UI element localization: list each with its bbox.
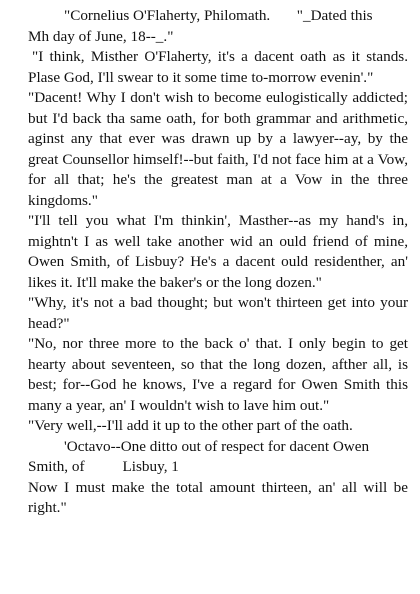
- page-text: [28, 6, 408, 519]
- dialogue-paragraph-1: "I think, Misther O'Flaherty, it's a dacent oath as it stands. Plase God, I'll swear to it some time to-morrow evenin'.": [28, 48, 408, 86]
- dialogue-paragraph-7: Now I must make the total amount thirteen, an' all will be right.": [28, 478, 408, 516]
- oath-entry-paragraph: [28, 437, 408, 478]
- oath-signature-line-2: Mh day of June, 18--_.": [28, 27, 174, 45]
- dialogue-paragraph-3: "I'll tell you what I'm thinkin', Masther--as my hand's in, mightn't I as well take another wid an ould friend of mine, Owen Smith, of Lisbuy? He's a dacent ould residenther, an' likes it. It'll make the baker's or the long dozen.": [28, 212, 408, 291]
- dialogue-paragraph-2: "Dacent! Why I don't wish to become eulogistically addicted; but I'd back tha same oath, for both grammar and arithmetic, aginst any that ever was drawn up by a lawyer--ay, by the great Counsellor himself!--but faith, I'd not face him at a Vow, for all that; he's the greatest man at a Vow in the three kingdoms.": [28, 89, 408, 209]
- oath-signature-line-1: "Cornelius O'Flaherty, Philomath. "_Dated this: [64, 7, 373, 24]
- oath-signature-paragraph: [28, 6, 408, 47]
- dialogue-paragraph-6: "Very well,--I'll add it up to the other part of the oath.: [28, 417, 353, 434]
- dialogue-paragraph-5: "No, nor three more to the back o' that. I only begin to get hearty about seventeen, so that the long dozen, afther all, is best; for--God he knows, I've a regard for Owen Smith this many a year, an' I wouldn't wish to lave him out.": [28, 335, 408, 414]
- dialogue-paragraph-4: "Why, it's not a bad thought; but won't thirteen get into your head?": [28, 294, 408, 332]
- oath-entry-line-1: 'Octavo--One ditto out of respect for dacent Owen: [64, 437, 370, 455]
- oath-entry-line-2: Smith, of Lisbuy, 1: [28, 458, 179, 475]
